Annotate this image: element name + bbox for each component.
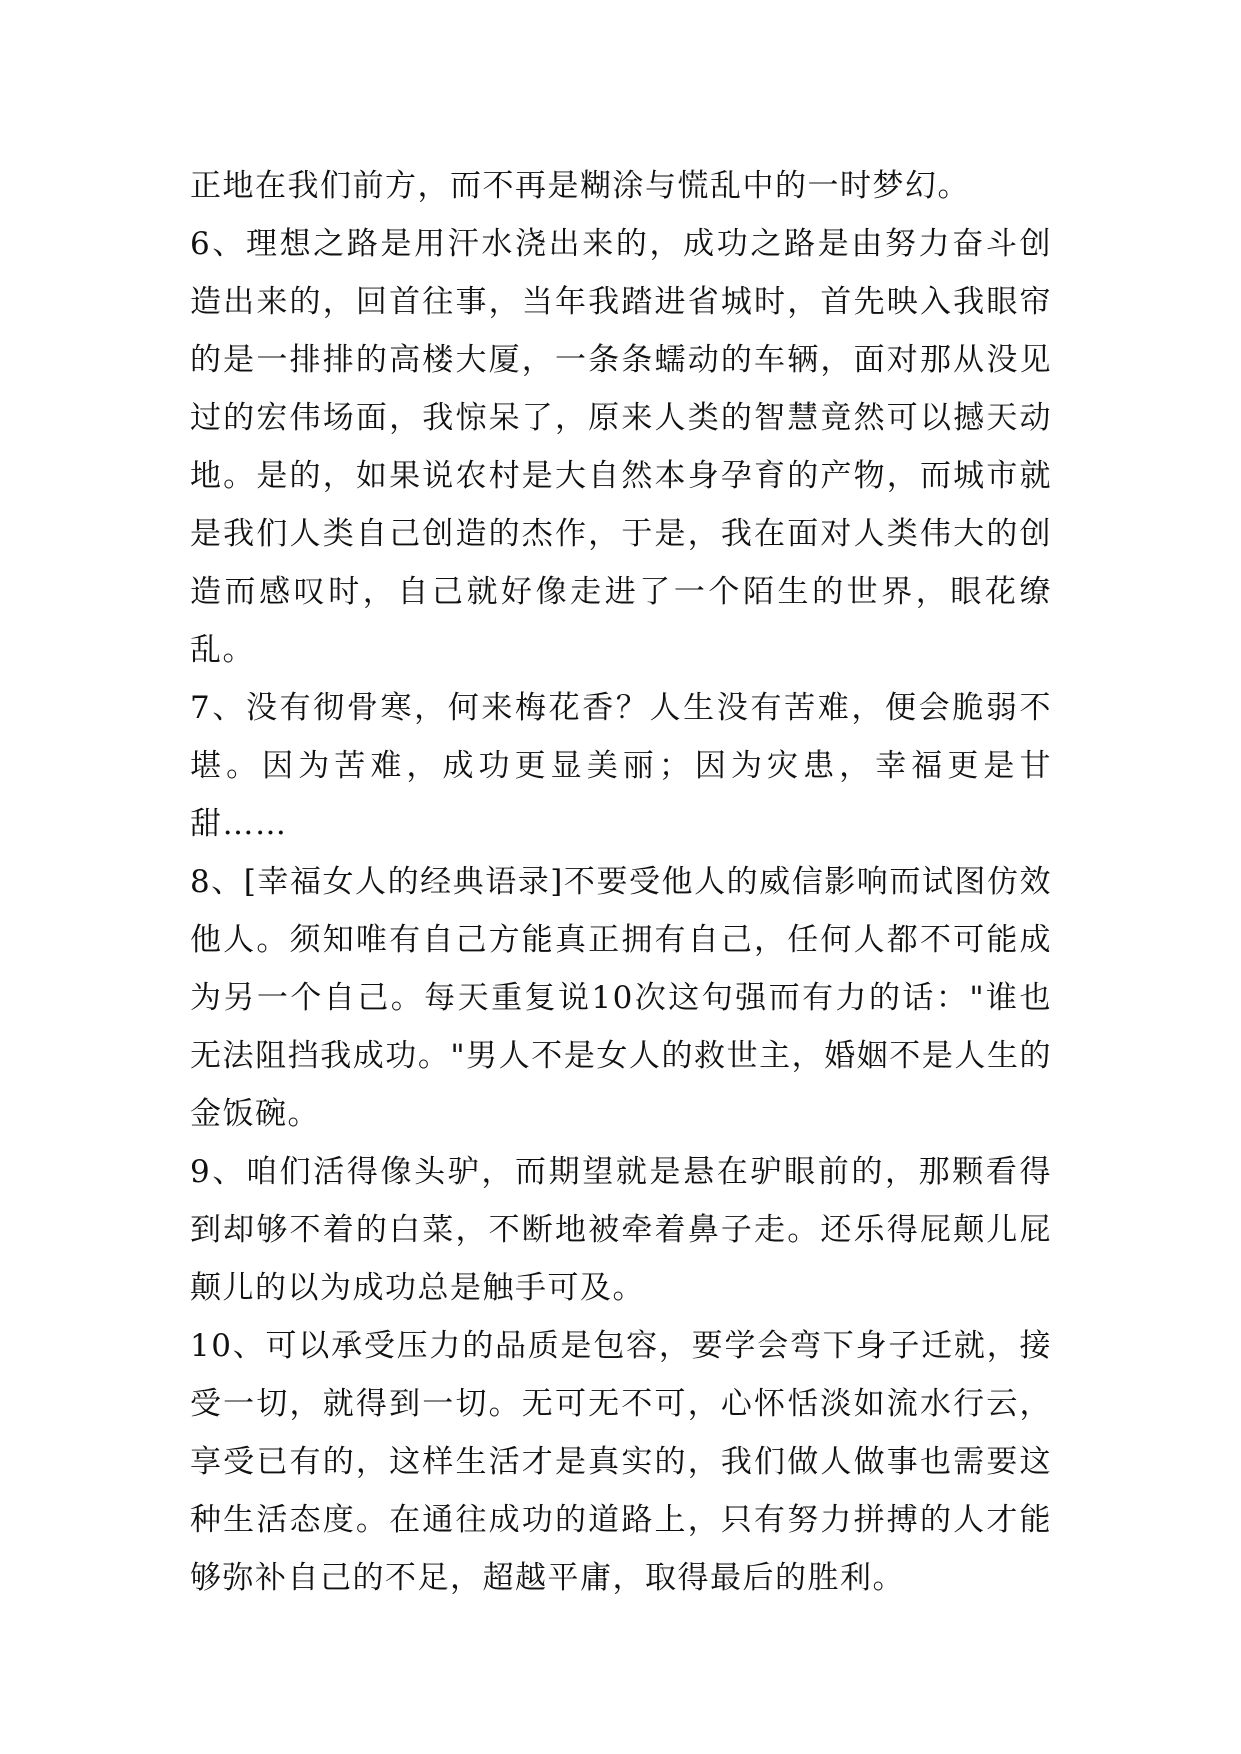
paragraph-item-8: 8、[幸福女人的经典语录]不要受他人的威信影响而试图仿效他人。须知唯有自己方能真正拥有自己，任何人都不可能成为另一个自己。每天重复说10次这句强而有力的话："谁也无法阻挡我成功。"男人不是女人的救世主，婚姻不是人生的金饭碗。 — [190, 864, 1052, 1132]
paragraph-item-10: 10、可以承受压力的品质是包容，要学会弯下身子迁就，接受一切，就得到一切。无可无不可，心怀恬淡如流水行云，享受已有的，这样生活才是真实的，我们做人做事也需要这种生活态度。在通往成功的道路上，只有努力拼搏的人才能够弥补自己的不足，超越平庸，取得最后的胜利。 — [190, 1328, 1052, 1596]
document-body — [190, 157, 1052, 1607]
paragraph-item-6: 6、理想之路是用汗水浇出来的，成功之路是由努力奋斗创造出来的，回首往事，当年我踏进省城时，首先映入我眼帘的是一排排的高楼大厦，一条条蠕动的车辆，面对那从没见过的宏伟场面，我惊呆了，原来人类的智慧竟然可以撼天动地。是的，如果说农村是大自然本身孕育的产物，而城市就是我们人类自己创造的杰作，于是，我在面对人类伟大的创造而感叹时，自己就好像走进了一个陌生的世界，眼花缭乱。 — [190, 226, 1052, 668]
paragraph-continuation: 正地在我们前方，而不再是糊涂与慌乱中的一时梦幻。 — [190, 168, 970, 204]
paragraph-item-9: 9、咱们活得像头驴，而期望就是悬在驴眼前的，那颗看得到却够不着的白菜，不断地被牵着鼻子走。还乐得屁颠儿屁颠儿的以为成功总是触手可及。 — [190, 1154, 1052, 1306]
paragraph-item-7: 7、没有彻骨寒，何来梅花香？人生没有苦难，便会脆弱不堪。因为苦难，成功更显美丽；因为灾患，幸福更是甘甜…… — [190, 690, 1052, 842]
